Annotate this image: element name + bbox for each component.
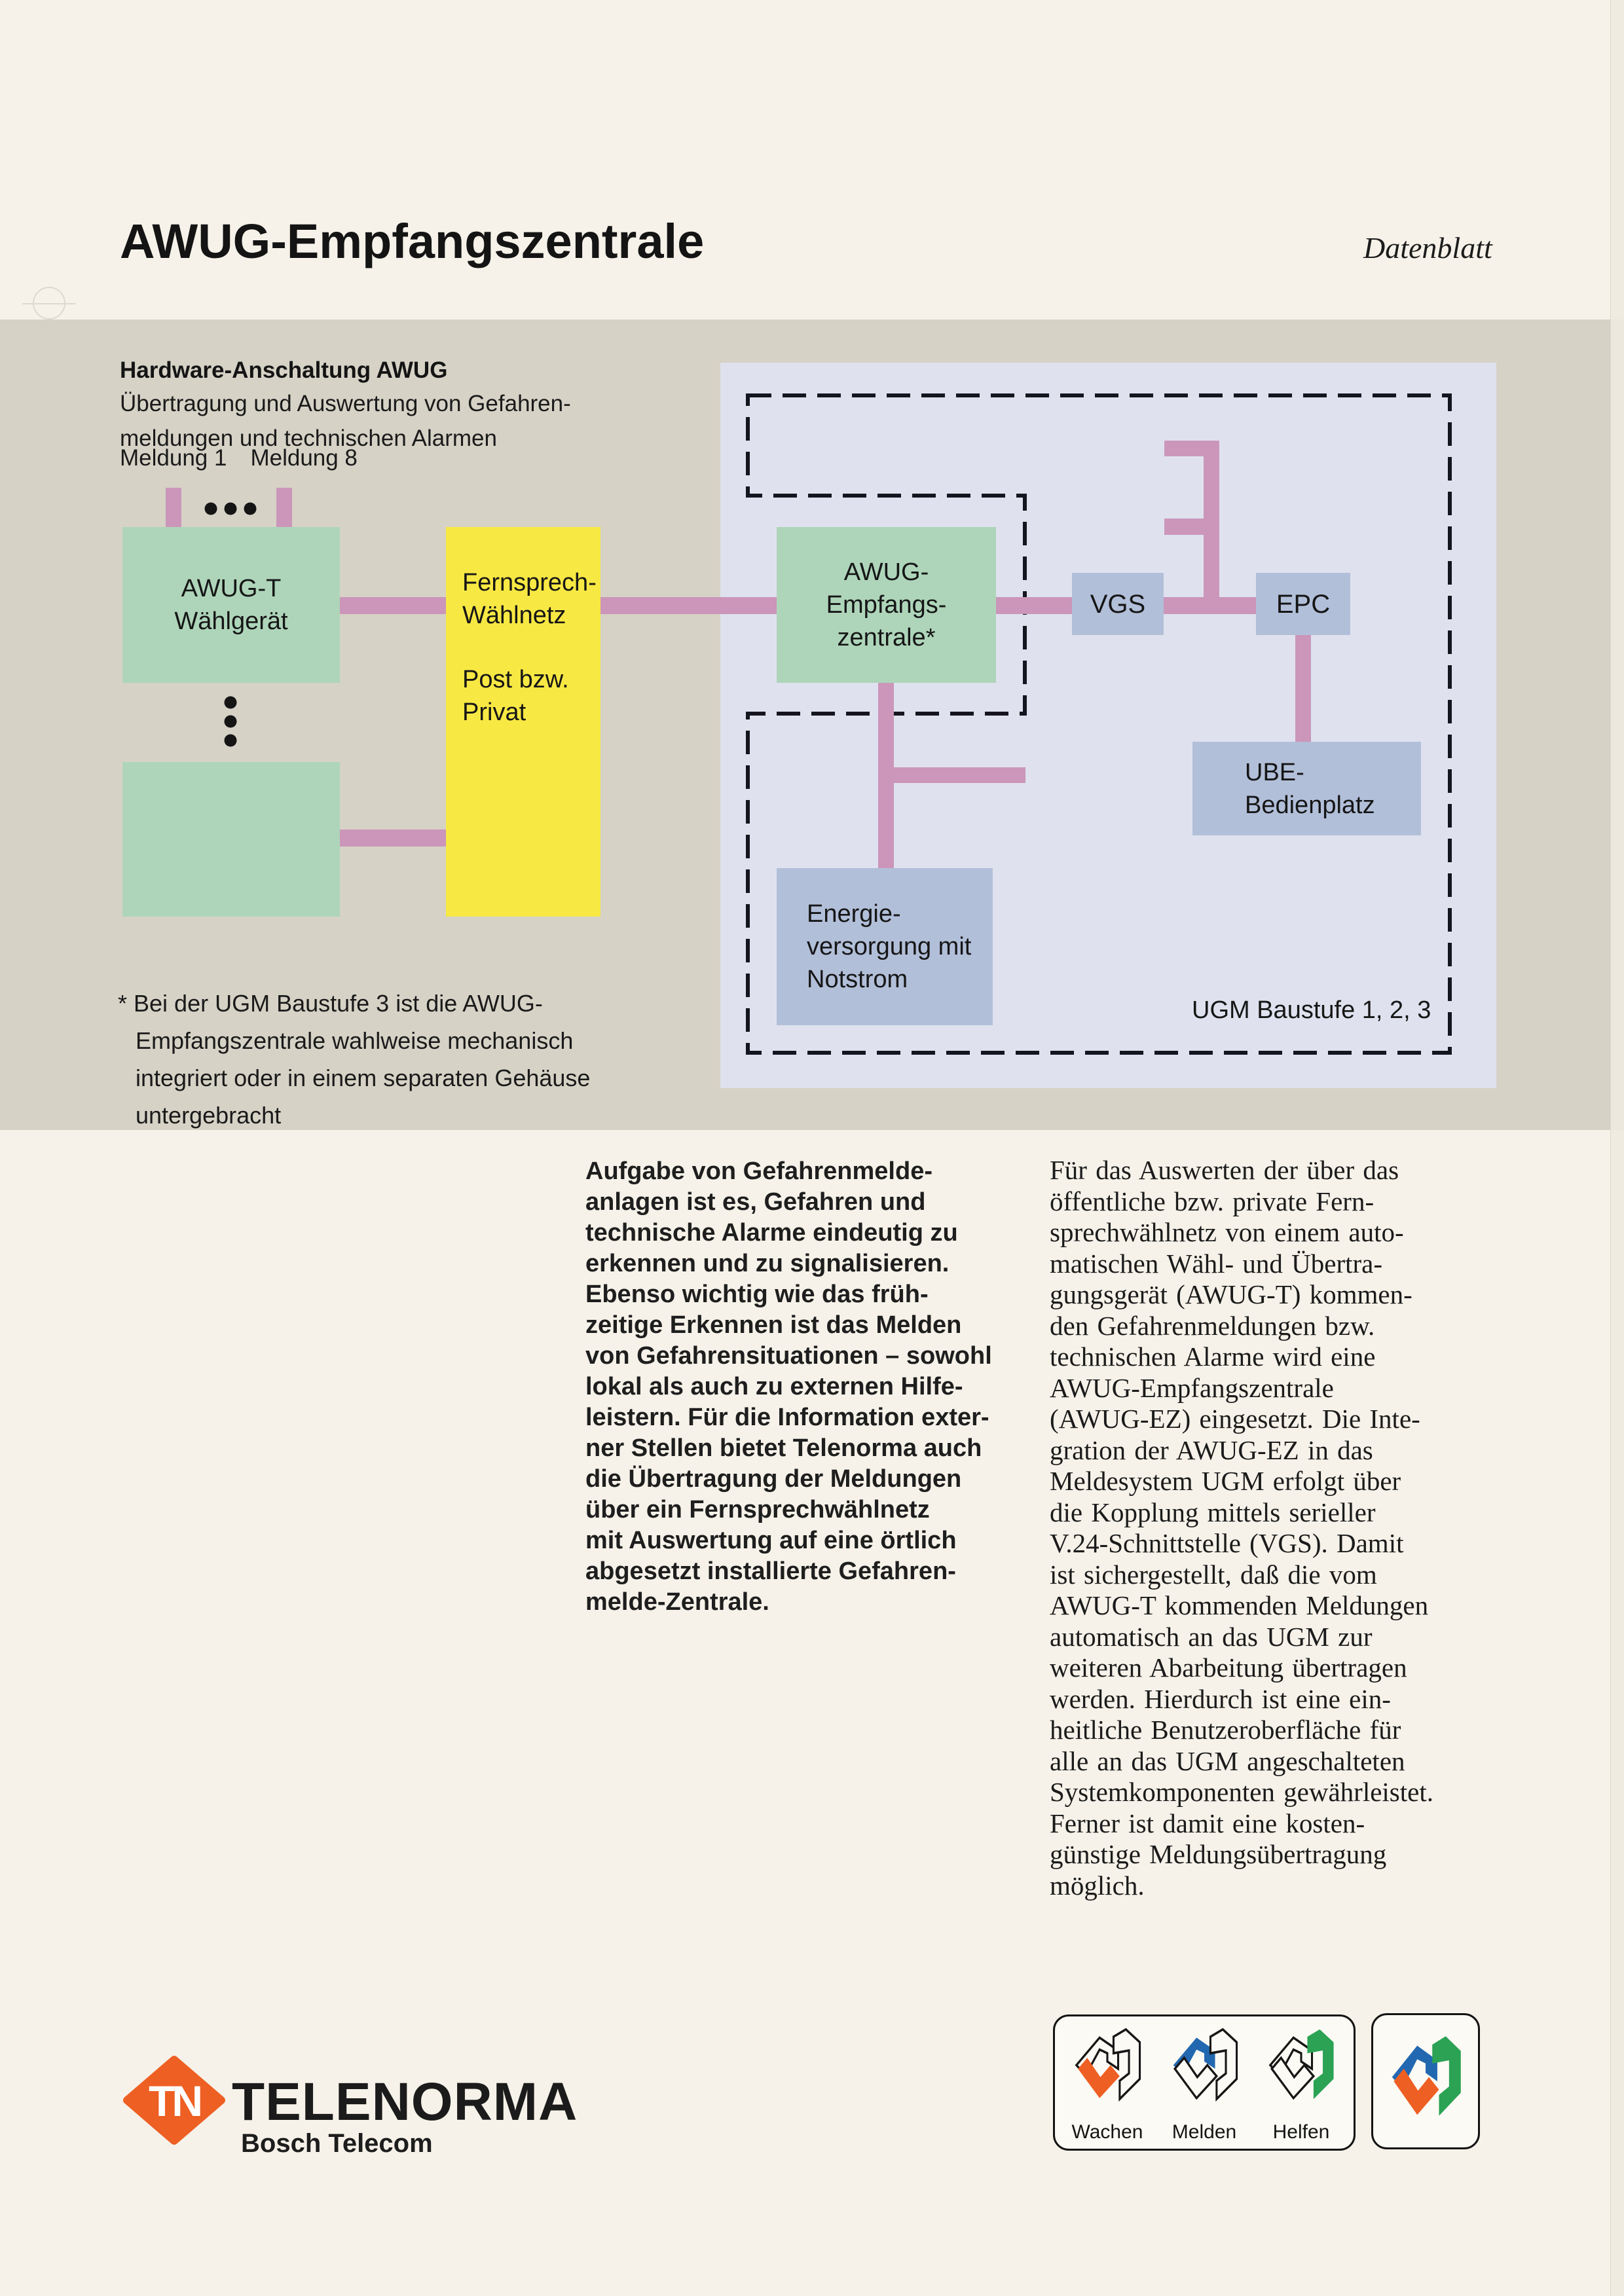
wahlgeraet-ellipsis-dots — [225, 697, 237, 747]
detail-line: heitliche Benutzeroberfläche für — [1050, 1715, 1401, 1745]
badge-cell-melden — [1156, 2023, 1253, 2143]
box-energieversorgung — [777, 868, 993, 1025]
footnote-line: untergebracht — [136, 1102, 282, 1129]
meldung-ellipsis-dots — [205, 503, 257, 515]
box-netz-line: Wählnetz — [462, 602, 566, 629]
intro-line: lokal als auch zu externen Hilfe- — [585, 1373, 963, 1400]
detail-line: den Gefahrenmeldungen bzw. — [1050, 1310, 1375, 1341]
box-epc: EPC — [1256, 573, 1350, 635]
box-ez-line: zentrale* — [837, 624, 936, 651]
intro-line: erkennen und zu signalisieren. — [585, 1250, 950, 1277]
detail-line: automatisch an das UGM zur — [1050, 1621, 1373, 1652]
box-ube-bedienplatz — [1192, 742, 1421, 835]
intro-line: technische Alarme eindeutig zu — [585, 1219, 958, 1247]
helfen-emblem-icon — [1263, 2023, 1340, 2115]
intro-line: melde-Zentrale. — [585, 1588, 769, 1616]
combined-emblem-icon — [1384, 2029, 1467, 2134]
bus-awugt-to-netz — [340, 597, 446, 614]
diagram-subtitle-line: Übertragung und Auswertung von Gefahren- — [120, 391, 571, 416]
detail-line: die Kopplung mittels serieller — [1050, 1497, 1376, 1527]
detail-line: Für das Auswerten der über das — [1050, 1155, 1399, 1185]
bus-netz-to-ez — [600, 597, 777, 614]
box-ez-line: Empfangs- — [826, 591, 947, 619]
footnote-line: integriert oder in einem separaten Gehäuse — [136, 1065, 591, 1091]
intro-line: von Gefahrensituationen – sowohl — [585, 1342, 992, 1370]
box-awug-t-line: Wählgerät — [174, 608, 288, 635]
detail-line: öffentliche bzw. private Fern- — [1050, 1186, 1375, 1216]
badge-label-helfen: Helfen — [1272, 2121, 1330, 2143]
diagram-subtitle-line: meldungen und technischen Alarmen — [120, 426, 497, 451]
brand-name: TELENORMA — [232, 2072, 578, 2132]
meldung8-stub — [276, 488, 292, 527]
intro-column — [585, 1156, 992, 1618]
detail-line: weiteren Abarbeitung übertragen — [1050, 1652, 1407, 1683]
detail-line: gungsgerät (AWUG-T) kommen- — [1050, 1279, 1412, 1309]
wachen-melden-helfen-badge — [1053, 2014, 1356, 2151]
bus-ez-to-vgs — [996, 597, 1072, 614]
meldung-8-label: Meldung 8 — [250, 445, 358, 471]
intro-line: Aufgabe von Gefahrenmelde- — [585, 1157, 932, 1185]
intro-line: leistern. Für die Information exter- — [585, 1404, 989, 1431]
diagram-heading: Hardware-Anschaltung AWUG — [120, 357, 448, 383]
meldung-1-label: Meldung 1 — [120, 445, 227, 471]
detail-line: Systemkomponenten gewährleistet. — [1050, 1777, 1433, 1807]
footnote-line: Empfangszentrale wahlweise mechanisch — [136, 1027, 574, 1054]
doc-type-label: Datenblatt — [1363, 231, 1492, 264]
detail-line: ist sichergestellt, daß die vom — [1050, 1559, 1377, 1590]
box-ube-line: UBE- — [1245, 758, 1304, 786]
box-netz-line: Privat — [462, 699, 526, 726]
ez-branch-stub — [886, 767, 1025, 783]
detail-line: (AWUG-EZ) eingesetzt. Die Inte- — [1050, 1404, 1420, 1434]
box-awug-t — [122, 527, 340, 683]
meldung-labels — [120, 445, 381, 471]
detail-line: gration der AWUG-EZ in das — [1050, 1434, 1373, 1465]
footnote-line: * Bei der UGM Baustufe 3 ist die AWUG- — [118, 990, 543, 1017]
box-ez-line: AWUG- — [843, 558, 929, 586]
brand-subname: Bosch Telecom — [241, 2129, 433, 2158]
top-branch-stub-1 — [1164, 441, 1219, 456]
footnote — [118, 985, 590, 1134]
detail-line: AWUG-Empfangszentrale — [1050, 1372, 1334, 1403]
box-vgs: VGS — [1072, 573, 1164, 635]
bus-wahlgeraet2-to-netz — [340, 829, 446, 847]
diagram-band — [0, 319, 1624, 1130]
top-branch-vertical — [1204, 441, 1219, 614]
registration-mark — [33, 287, 65, 319]
detail-line: sprechwählnetz von einem auto- — [1050, 1217, 1404, 1247]
ugm-baustufe-caption: UGM Baustufe 1, 2, 3 — [1192, 996, 1431, 1024]
detail-line: Ferner ist damit eine kosten- — [1050, 1808, 1365, 1838]
combined-emblem-badge — [1371, 2013, 1480, 2149]
detail-line: technischen Alarme wird eine — [1050, 1341, 1376, 1372]
page-title: AWUG-Empfangszentrale — [120, 214, 705, 268]
box-energie-line: Notstrom — [807, 966, 908, 993]
melden-emblem-icon — [1166, 2023, 1243, 2115]
intro-line: abgesetzt installierte Gefahren- — [585, 1558, 956, 1585]
badge-cell-helfen — [1253, 2023, 1350, 2143]
wachen-emblem-icon — [1069, 2023, 1146, 2115]
page-edge-shadow — [1610, 0, 1624, 2296]
intro-line: die Übertragung der Meldungen — [585, 1465, 962, 1493]
intro-line: zeitige Erkennen ist das Melden — [585, 1311, 962, 1339]
intro-line: anlagen ist es, Gefahren und — [585, 1188, 926, 1216]
meldung1-stub — [166, 488, 181, 527]
detail-line: AWUG-T kommenden Meldungen — [1050, 1590, 1429, 1620]
box-fernsprechwaehlnetz — [446, 527, 600, 917]
detail-line: möglich. — [1050, 1870, 1145, 1901]
top-branch-stub-2 — [1164, 519, 1204, 535]
tn-monogram: TN — [149, 2077, 200, 2125]
intro-line: über ein Fernsprechwählnetz — [585, 1496, 930, 1523]
box-awug-t-line: AWUG-T — [181, 575, 282, 602]
box-wahlgeraet-2 — [122, 762, 340, 917]
detail-line: alle an das UGM angeschalteten — [1050, 1745, 1405, 1776]
box-energie-line: versorgung mit — [807, 933, 972, 960]
badge-cell-wachen — [1059, 2023, 1156, 2143]
badge-label-wachen: Wachen — [1071, 2121, 1143, 2143]
detail-column — [1050, 1155, 1433, 1901]
box-netz-line: Post bzw. — [462, 666, 569, 693]
detail-line: matischen Wähl- und Übertra- — [1050, 1248, 1383, 1279]
badge-label-melden: Melden — [1172, 2121, 1237, 2143]
box-energie-line: Energie- — [807, 900, 901, 928]
intro-line: ner Stellen bietet Telenorma auch — [585, 1434, 982, 1462]
box-netz-line: Fernsprech- — [462, 569, 597, 596]
detail-line: Meldesystem UGM erfolgt über — [1050, 1466, 1401, 1496]
box-awug-empfangszentrale — [777, 527, 996, 683]
detail-line: werden. Hierdurch ist eine ein- — [1050, 1683, 1391, 1714]
intro-line: Ebenso wichtig wie das früh- — [585, 1281, 929, 1308]
telenorma-logo-icon — [122, 2054, 227, 2146]
box-ube-line: Bedienplatz — [1245, 791, 1375, 819]
detail-line: V.24-Schnittstelle (VGS). Damit — [1050, 1528, 1404, 1558]
intro-line: mit Auswertung auf eine örtlich — [585, 1527, 957, 1554]
detail-line: günstige Meldungsübertragung — [1050, 1839, 1387, 1869]
epc-to-ube-line — [1295, 635, 1311, 742]
